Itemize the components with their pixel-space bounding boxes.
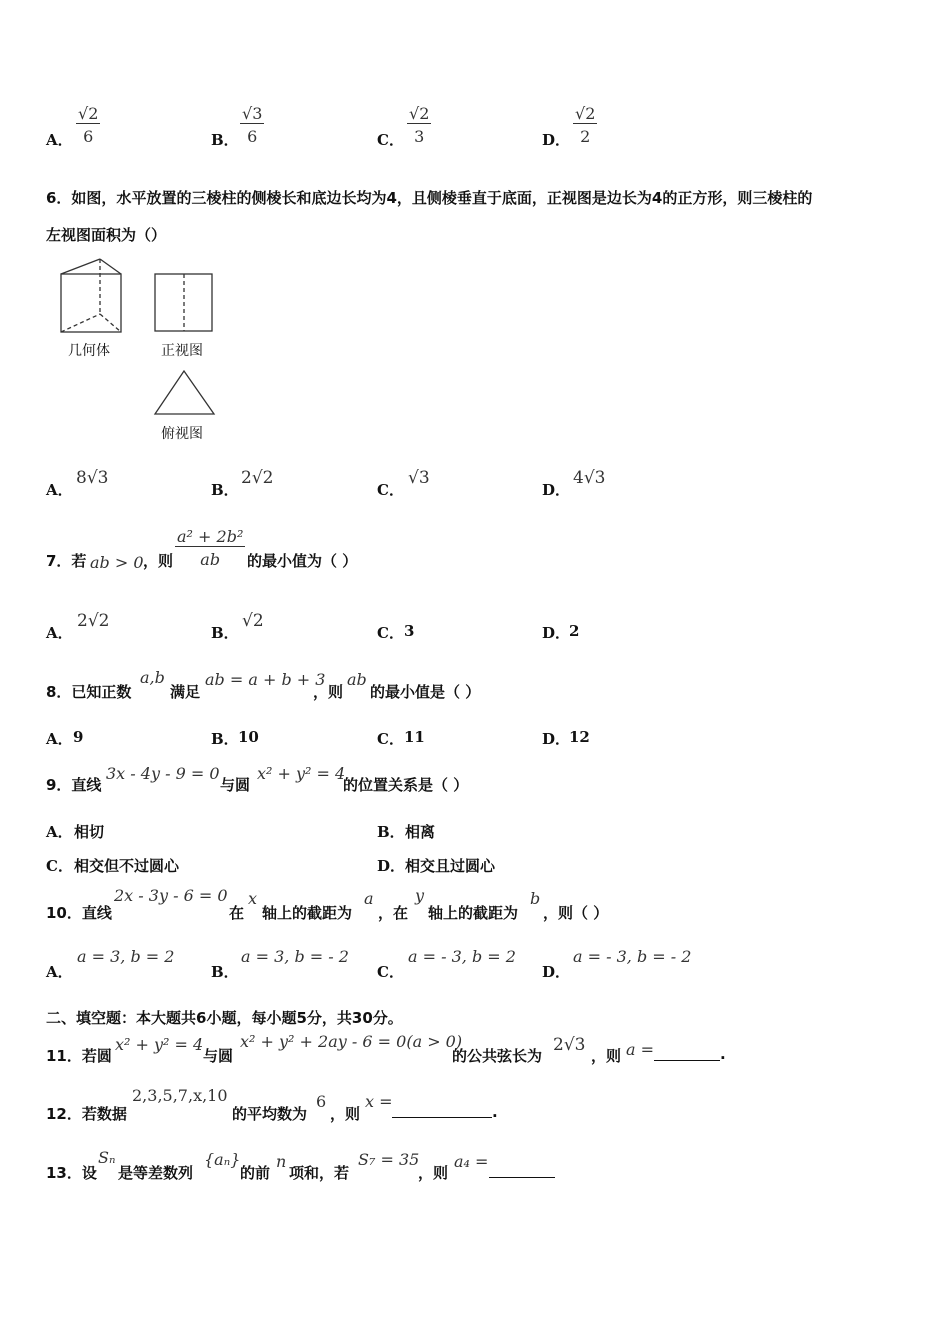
q8-option-c-value: 11 <box>404 728 425 746</box>
q9-option-c-label: C． <box>46 857 73 875</box>
q8-option-a-value: 9 <box>73 728 84 746</box>
q8-option-b-label: B． <box>211 730 239 748</box>
q6-option-a-label: A． <box>46 481 73 499</box>
q12-ask: x = <box>365 1092 393 1111</box>
q6-option-c-label: C． <box>377 481 404 499</box>
q8-expr: ab <box>347 670 367 689</box>
q5-option-a-num: √2 <box>78 104 99 123</box>
q13-prefix: 13．设 <box>46 1164 97 1182</box>
q13-mid3: 项和，若 <box>289 1164 350 1182</box>
q6-option-b-label: B． <box>211 481 239 499</box>
q10-y: y <box>415 886 425 905</box>
q8-mid2: ，则 <box>313 683 344 701</box>
q11-mid2: 的公共弦长为 <box>452 1047 543 1065</box>
q9-option-d-label: D． <box>377 857 406 875</box>
q8-option-a-label: A． <box>46 730 73 748</box>
q8-option-b-value: 10 <box>238 728 259 746</box>
q12-mid2: ，则 <box>330 1105 361 1123</box>
q12-data: 2,3,5,7,x,10 <box>132 1086 228 1105</box>
q7-condition: ab > 0 <box>90 553 144 572</box>
q13-answer-blank[interactable] <box>489 1161 555 1182</box>
q10-option-c-label: C． <box>377 963 404 981</box>
q5-option-b-fraction <box>240 104 264 146</box>
q9-circle-eq: x² + y² = 4 <box>257 764 346 783</box>
q6-option-b-value: 2√2 <box>241 468 274 488</box>
q12-end: . <box>492 1103 498 1121</box>
q7-option-c-value: 3 <box>404 622 415 640</box>
q11-end: . <box>720 1045 726 1063</box>
q6-option-c-value: √3 <box>408 468 430 488</box>
q10-line-eq: 2x - 3y - 6 = 0 <box>114 886 228 905</box>
q13-s7: S₇ = 35 <box>358 1150 420 1169</box>
q10-option-d-value: a = - 3, b = - 2 <box>573 947 692 966</box>
q8-option-d-label: D． <box>542 730 571 748</box>
section-2-title: 二、填空题：本大题共6小题，每小题5分，共30分。 <box>46 1009 403 1027</box>
q8-suffix: 的最小值是（ ） <box>370 683 481 701</box>
q9-option-a-label: A． <box>46 823 73 841</box>
q13-mid4: ，则 <box>418 1164 449 1182</box>
q7-option-a-value: 2√2 <box>77 611 110 631</box>
q8-prefix: 8．已知正数 <box>46 683 132 701</box>
q7-prefix: 7．若 <box>46 552 87 570</box>
q13-mid: 是等差数列 <box>118 1164 194 1182</box>
q8-equation: ab = a + b + 3 <box>205 670 326 689</box>
q13-mid2: 的前 <box>240 1164 271 1182</box>
q5-option-c-label: C． <box>377 131 404 149</box>
q11-ask: a = <box>626 1040 655 1059</box>
q6-option-d-label: D． <box>542 481 571 499</box>
q10-t4: 轴上的截距为 <box>428 904 519 922</box>
q7-option-d-value: 2 <box>569 622 580 640</box>
q13-ask: a₄ = <box>454 1152 489 1171</box>
q11-chord-length: 2√3 <box>553 1035 586 1055</box>
q9-option-b-label: B． <box>377 823 405 841</box>
q7-option-c-label: C． <box>377 624 404 642</box>
q8-vars: a,b <box>140 668 165 687</box>
q5-option-c-den: 3 <box>414 127 425 146</box>
prism-drawing <box>61 259 121 332</box>
q10-a: a <box>364 889 374 908</box>
q13-seq: {aₙ} <box>204 1150 241 1169</box>
q7-fraction <box>175 527 245 569</box>
q5-option-a-label: A． <box>46 131 73 149</box>
q11-mid3: ，则 <box>591 1047 622 1065</box>
q9-option-d-value: 相交且过圆心 <box>405 857 496 875</box>
fig-label-top: 俯视图 <box>161 426 203 442</box>
q5-option-a-fraction <box>76 104 100 146</box>
q7-option-d-label: D． <box>542 624 571 642</box>
q5-option-b-num: √3 <box>242 104 263 123</box>
q12-prefix: 12．若数据 <box>46 1105 127 1123</box>
q5-option-c-num: √2 <box>409 104 430 123</box>
q9-option-c-value: 相交但不过圆心 <box>74 857 180 875</box>
q11-answer-blank[interactable] <box>654 1044 720 1065</box>
q9-line-eq: 3x - 4y - 9 = 0 <box>106 764 220 783</box>
front-view-drawing <box>155 274 212 331</box>
q10-b: b <box>530 889 541 908</box>
q10-option-c-value: a = - 3, b = 2 <box>408 947 516 966</box>
q6-option-a-value: 8√3 <box>76 468 109 488</box>
q9-mid: 与圆 <box>220 776 251 794</box>
q13-n: n <box>276 1152 287 1171</box>
q6-stem-line2: 左视图面积为（） <box>46 226 167 244</box>
q5-option-d-label: D． <box>542 131 571 149</box>
q12-mean: 6 <box>316 1092 327 1111</box>
fig-label-solid: 几何体 <box>68 343 110 359</box>
q5-option-b-label: B． <box>211 131 239 149</box>
q10-option-b-label: B． <box>211 963 239 981</box>
q5-option-d-num: √2 <box>575 104 596 123</box>
q10-suffix: ，则（ ） <box>543 904 609 922</box>
q13-sn: Sₙ <box>98 1148 116 1167</box>
q7-option-b-label: B． <box>211 624 239 642</box>
q9-prefix: 9．直线 <box>46 776 102 794</box>
q6-stem-line1: 6．如图，水平放置的三棱柱的侧棱长和底边长均为4，且侧棱垂直于底面，正视图是边长为4的正方形，则三棱柱的 <box>46 189 813 207</box>
q7-option-b-value: √2 <box>242 611 264 631</box>
q6-option-d-value: 4√3 <box>573 468 606 488</box>
q7-frac-num: a² + 2b² <box>177 527 244 546</box>
q7-frac-den: ab <box>200 550 221 569</box>
q5-option-a-den: 6 <box>83 127 94 146</box>
q5-option-b-den: 6 <box>247 127 258 146</box>
q10-option-b-value: a = 3, b = - 2 <box>241 947 349 966</box>
q7-suffix: 的最小值为（ ） <box>247 552 358 570</box>
q10-x: x <box>248 889 258 908</box>
q8-mid: 满足 <box>170 683 201 701</box>
q11-circle2: x² + y² + 2ay - 6 = 0(a > 0) <box>240 1032 463 1051</box>
q5-option-d-den: 2 <box>580 127 591 146</box>
q10-t3: ，在 <box>378 904 409 922</box>
q10-option-d-label: D． <box>542 963 571 981</box>
q12-answer-blank[interactable] <box>392 1101 492 1122</box>
q5-option-d-fraction <box>573 104 597 146</box>
q12-mid: 的平均数为 <box>232 1105 308 1123</box>
q11-circle1: x² + y² = 4 <box>115 1035 204 1054</box>
q8-option-c-label: C． <box>377 730 404 748</box>
q10-t1: 在 <box>229 904 245 922</box>
q7-option-a-label: A． <box>46 624 73 642</box>
q10-t2: 轴上的截距为 <box>262 904 353 922</box>
q5-option-c-fraction <box>407 104 431 146</box>
q10-option-a-value: a = 3, b = 2 <box>77 947 175 966</box>
q9-option-b-value: 相离 <box>405 823 436 841</box>
q10-option-a-label: A． <box>46 963 73 981</box>
q10-prefix: 10．直线 <box>46 904 112 922</box>
q11-mid: 与圆 <box>203 1047 234 1065</box>
q9-option-a-value: 相切 <box>74 823 105 841</box>
q11-prefix: 11．若圆 <box>46 1047 112 1065</box>
fig-label-front: 正视图 <box>161 343 203 359</box>
q9-suffix: 的位置关系是（ ） <box>343 776 469 794</box>
top-view-drawing <box>155 371 214 414</box>
q8-option-d-value: 12 <box>569 728 590 746</box>
q7-mid: ，则 <box>143 552 174 570</box>
